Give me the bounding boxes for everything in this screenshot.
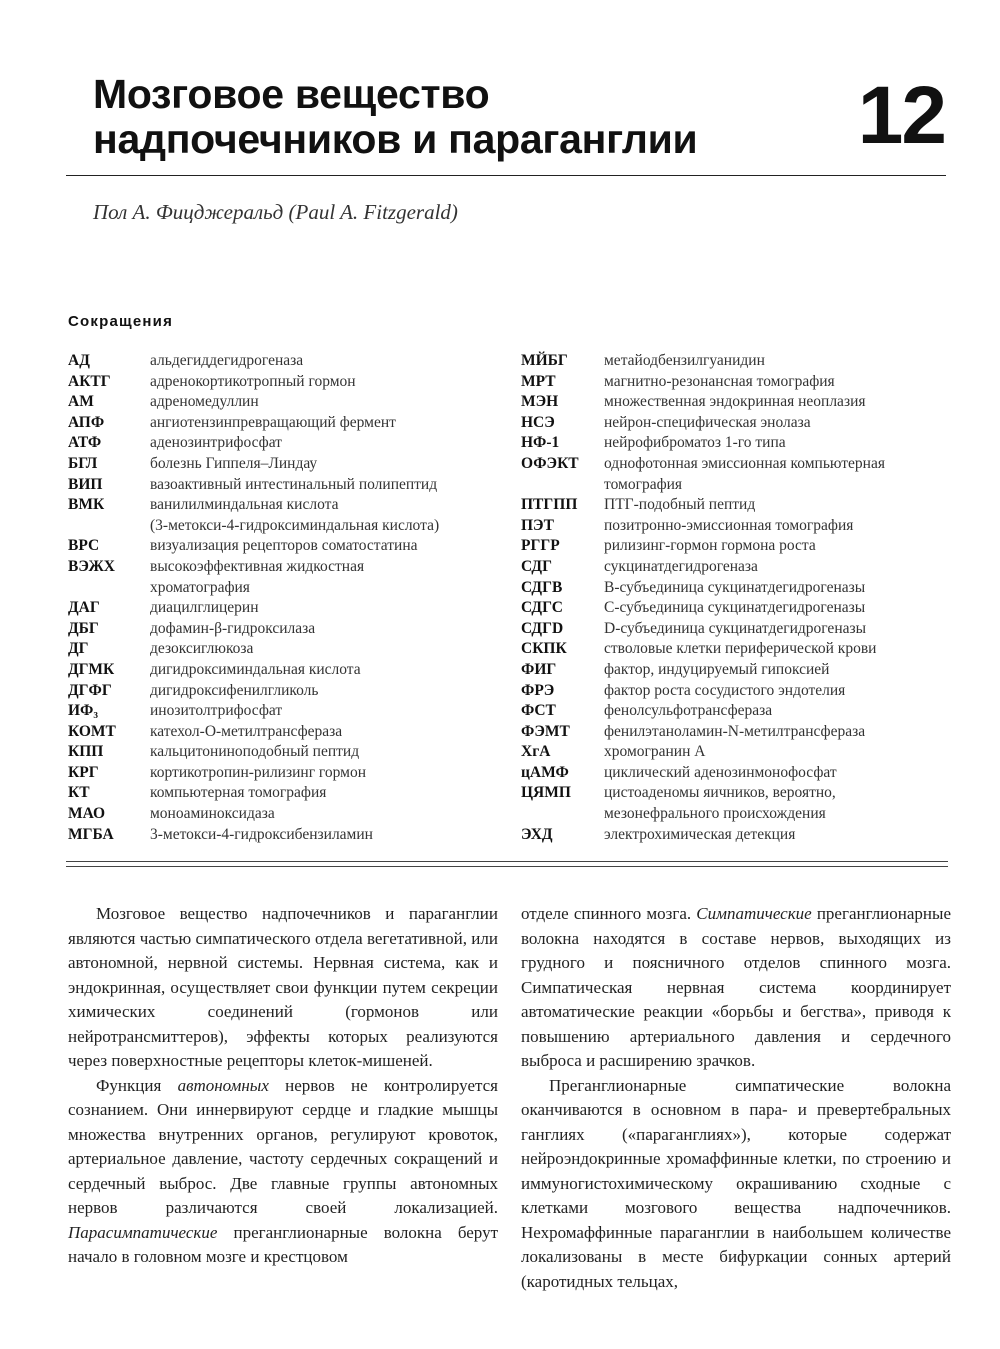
abbreviation-code: ВЭЖХ xyxy=(68,557,115,575)
abbreviation-definition: компьютерная томография xyxy=(150,784,327,802)
abbreviation-code: КРГ xyxy=(68,763,99,781)
abbreviation-definition: ангиотензинпревращающий фермент xyxy=(150,413,396,431)
abbreviation-row xyxy=(68,722,498,743)
abbreviations-right-column xyxy=(521,351,941,845)
abbreviation-definition: аденозинтрифосфат xyxy=(150,434,282,452)
abbreviation-code xyxy=(68,516,150,537)
abbreviation-row xyxy=(68,516,498,537)
abbreviation-row xyxy=(68,578,498,599)
title-divider xyxy=(66,175,946,176)
abbreviation-definition: хромогранин А xyxy=(604,743,706,761)
abbreviation-row xyxy=(521,804,941,825)
title-line-2: надпочечников и параганглии xyxy=(93,116,698,162)
abbreviation-code xyxy=(521,804,604,825)
text-run: преганглионарные волокна берут начало в головном мозге и крестцовом xyxy=(68,1222,498,1266)
abbreviation-definition: вазоактивный интестинальный полипептид xyxy=(150,475,438,493)
abbreviation-definition: фенилэтаноламин-N-метилтрансфераза xyxy=(604,722,866,740)
abbreviation-code: АТФ xyxy=(68,434,102,452)
abbreviation-row xyxy=(68,619,498,640)
abbreviation-code: СДГВ xyxy=(521,578,563,596)
abbreviation-definition: кортикотропин-рилизинг гормон xyxy=(150,763,367,781)
abbreviation-code: ДБГ xyxy=(68,619,99,637)
abbreviation-code: ХгА xyxy=(521,743,551,761)
abbreviation-definition: циклический аденозинмонофосфат xyxy=(604,763,837,781)
abbreviation-row xyxy=(68,804,498,825)
abbreviation-code: МРТ xyxy=(521,372,556,390)
abbreviation-code: МГБА xyxy=(68,825,114,843)
abbreviation-code: ЦЯМП xyxy=(521,784,571,802)
abbreviation-definition: болезнь Гиппеля–Линдау xyxy=(150,454,318,472)
body-column-1 xyxy=(68,902,498,1270)
abbreviation-row xyxy=(68,557,498,578)
paragraph: Мозговое вещество надпочечников и параганглии являются частью симпатического отдела вегетативной, или автономной, нервной системы. Нервная система, как и эндокринная, осуществляет свои функции путем секреции химических соединений (гормонов или нейротрансмиттеров), эффекты которых реализуются через поверхностные рецепторы клеток-мишеней. xyxy=(68,904,498,1070)
text-run: преганглионарные волокна находятся в составе нервов, выходящих из грудного и поясничного отделов спинного мозга. Симпатическая нервная система координирует автоматические реакции «борьбы и бегства», приводя к повышению артериального давления и сердечного выброса и расширению зрачков. xyxy=(521,904,951,1070)
abbreviation-definition: ПТГ-подобный пептид xyxy=(604,496,756,514)
abbreviation-definition: электрохимическая детекция xyxy=(604,825,796,843)
abbreviation-definition: инозитолтрифосфат xyxy=(150,702,283,720)
abbreviation-code: ЭХД xyxy=(521,825,553,843)
abbreviation-code: БГЛ xyxy=(68,454,98,472)
abbreviation-definition: томография xyxy=(604,475,683,493)
abbreviation-code: ДГ xyxy=(68,640,89,658)
abbreviation-row xyxy=(521,351,941,372)
abbreviation-row xyxy=(68,701,498,722)
abbreviation-code: РГГР xyxy=(521,537,560,555)
abbreviation-definition: катехол-О-метилтрансфераза xyxy=(150,722,343,740)
abbreviation-row xyxy=(68,433,498,454)
abbreviation-definition: адренокортикотропный гормон xyxy=(150,372,356,390)
abbreviation-row xyxy=(521,413,941,434)
abbreviation-row xyxy=(68,475,498,496)
abbreviation-definition: ванилилминдальная кислота xyxy=(150,496,339,514)
abbreviation-row xyxy=(68,454,498,475)
author-line: Пол А. Фицджеральд (Paul A. Fitzgerald) xyxy=(93,200,458,224)
abbreviation-row xyxy=(521,639,941,660)
abbreviation-code: НСЭ xyxy=(521,413,555,431)
abbreviation-definition: В-субъединица сукцинатдегидрогеназы xyxy=(604,578,866,596)
abbreviation-definition: однофотонная эмиссионная компьютерная xyxy=(604,454,885,472)
text-run: Функция xyxy=(96,1075,178,1095)
abbreviation-definition: 3-метокси-4-гидроксибензиламин xyxy=(150,825,373,843)
abbreviation-row xyxy=(521,495,941,516)
abbreviation-code: ПТГПП xyxy=(521,496,578,514)
abbreviation-row xyxy=(521,536,941,557)
abbreviation-code: ПЭТ xyxy=(521,516,554,534)
abbreviations-heading: Сокращения xyxy=(68,313,174,330)
abbreviation-code: МЙБГ xyxy=(521,352,568,369)
abbreviation-definition: высокоэффективная жидкостная xyxy=(150,557,365,575)
abbreviation-code: СДГD xyxy=(521,619,564,637)
abbreviation-row xyxy=(521,701,941,722)
abbreviation-row xyxy=(68,392,498,413)
abbreviation-code: ДАГ xyxy=(68,599,100,617)
abbreviation-definition: множественная эндокринная неоплазия xyxy=(604,393,866,411)
abbreviation-definition: нейрон-специфическая энолаза xyxy=(604,413,811,431)
abbreviation-row xyxy=(68,825,498,846)
abbreviation-row xyxy=(521,578,941,599)
section-divider-top xyxy=(66,861,948,862)
abbreviation-code: МАО xyxy=(68,805,106,823)
abbreviation-row xyxy=(521,598,941,619)
abbreviation-row xyxy=(68,413,498,434)
abbreviation-definition: визуализация рецепторов соматостатина xyxy=(150,537,418,555)
abbreviation-row xyxy=(521,392,941,413)
abbreviation-definition: дезоксиглюкоза xyxy=(150,640,254,658)
abbreviation-code: АПФ xyxy=(68,413,105,431)
page-title xyxy=(93,72,697,162)
abbreviation-definition: нейрофиброматоз 1-го типа xyxy=(604,434,786,452)
abbreviation-row xyxy=(521,475,941,496)
abbreviation-row xyxy=(521,783,941,804)
emphasis: Парасимпатические xyxy=(68,1222,218,1242)
abbreviation-row xyxy=(521,454,941,475)
abbreviation-definition: рилизинг-гормон гормона роста xyxy=(604,537,816,555)
abbreviation-row xyxy=(68,742,498,763)
abbreviation-code: АМ xyxy=(68,393,94,411)
abbreviation-row xyxy=(68,681,498,702)
abbreviation-code: КОМТ xyxy=(68,722,116,740)
abbreviation-definition: диацилглицерин xyxy=(150,599,259,617)
abbreviation-row xyxy=(521,742,941,763)
abbreviation-definition: дофамин-β-гидроксилаза xyxy=(150,619,316,637)
abbreviation-code: КТ xyxy=(68,784,90,802)
title-line-1: Мозговое вещество xyxy=(93,71,490,117)
emphasis: автономных xyxy=(177,1075,269,1095)
abbreviation-code: ФСТ xyxy=(521,702,556,720)
abbreviation-row xyxy=(68,783,498,804)
abbreviation-definition: магнитно-резонансная томография xyxy=(604,372,835,390)
abbreviation-code: ФЭМТ xyxy=(521,722,570,740)
paragraph: Преганглионарные симпатические волокна оканчиваются в основном в пара- и превертебральных ганглиях («параганглиях»), которые содержат нейроэндокринные хромаффинные клетки, по строению и иммуногистохимическому окрашиванию сходные с клетками мозгового вещества надпочечников. Нехромаффинные параганглии в наибольшем количестве локализованы в месте бифуркации сонных артерий (каротидных тельцах, xyxy=(521,1075,951,1291)
abbreviation-row xyxy=(68,763,498,784)
abbreviation-code: СКПК xyxy=(521,640,567,658)
abbreviation-row xyxy=(521,722,941,743)
abbreviation-row xyxy=(68,639,498,660)
body-column-2 xyxy=(521,902,951,1294)
abbreviation-row xyxy=(521,825,941,846)
abbreviation-definition: позитронно-эмиссионная томография xyxy=(604,516,854,534)
abbreviation-row xyxy=(521,372,941,393)
abbreviation-definition: С-субъединица сукцинатдегидрогеназы xyxy=(604,599,866,617)
abbreviation-code: ДГФГ xyxy=(68,681,112,699)
abbreviation-definition: альдегиддегидрогеназа xyxy=(150,352,304,369)
paragraph xyxy=(521,902,951,1074)
abbreviation-code: КПП xyxy=(68,743,104,761)
abbreviation-definition: фактор роста сосудистого эндотелия xyxy=(604,681,846,699)
abbreviation-code: ВМК xyxy=(68,496,105,514)
abbreviation-definition: сукцинатдегидрогеназа xyxy=(604,557,758,575)
abbreviation-definition: (3-метокси-4-гидроксиминдальная кислота) xyxy=(150,516,440,534)
abbreviation-code: ДГМК xyxy=(68,660,115,678)
abbreviation-definition: цистоаденомы яичников, вероятно, xyxy=(604,784,836,802)
abbreviation-row xyxy=(68,598,498,619)
abbreviation-row xyxy=(68,495,498,516)
abbreviation-row xyxy=(521,660,941,681)
abbreviation-code: СДГС xyxy=(521,599,563,617)
abbreviations-left-column xyxy=(68,351,498,845)
abbreviation-code: ОФЭКТ xyxy=(521,454,579,472)
abbreviation-code: АКТГ xyxy=(68,372,111,390)
abbreviation-definition: стволовые клетки периферической крови xyxy=(604,640,877,658)
section-divider-bottom xyxy=(66,866,948,867)
abbreviation-code: цАМФ xyxy=(521,763,569,781)
abbreviation-code: НФ-1 xyxy=(521,434,560,452)
abbreviation-code: ВИП xyxy=(68,475,103,493)
abbreviation-row xyxy=(521,763,941,784)
abbreviation-definition: кальцитониноподобный пептид xyxy=(150,743,360,761)
abbreviation-row xyxy=(521,433,941,454)
abbreviation-definition: D-субъединица сукцинатдегидрогеназы xyxy=(604,619,867,637)
paragraph xyxy=(68,1074,498,1270)
abbreviation-row xyxy=(521,619,941,640)
abbreviation-code: ИФ₃ xyxy=(68,702,99,720)
abbreviation-code: ФИГ xyxy=(521,660,557,678)
abbreviation-definition: фенолсульфотрансфераза xyxy=(604,702,773,720)
abbreviation-code: ВРС xyxy=(68,537,100,555)
abbreviation-definition: метайодбензилгуанидин xyxy=(604,352,765,369)
abbreviation-definition: мезонефрального происхождения xyxy=(604,805,826,823)
abbreviation-code xyxy=(521,475,604,496)
abbreviation-code xyxy=(68,578,150,599)
emphasis: Симпатические xyxy=(696,904,812,923)
abbreviation-definition: дигидроксиминдальная кислота xyxy=(150,660,361,678)
abbreviation-row xyxy=(68,351,498,372)
abbreviation-code: СДГ xyxy=(521,557,552,575)
abbreviation-definition: дигидроксифенилгликоль xyxy=(150,681,319,699)
text-run: отделе спинного мозга. xyxy=(521,904,697,923)
abbreviation-row xyxy=(68,660,498,681)
abbreviation-definition: моноаминоксидаза xyxy=(150,805,275,823)
abbreviation-row xyxy=(521,681,941,702)
abbreviation-row xyxy=(68,372,498,393)
abbreviation-row xyxy=(68,536,498,557)
abbreviation-row xyxy=(521,557,941,578)
abbreviation-code: ФРЭ xyxy=(521,681,555,699)
abbreviation-code: МЭН xyxy=(521,393,559,411)
abbreviation-row xyxy=(521,516,941,537)
abbreviation-definition: хроматография xyxy=(150,578,250,596)
abbreviation-definition: адреномедуллин xyxy=(150,393,259,411)
chapter-number: 12 xyxy=(857,70,945,161)
text-run: нервов не контролируется сознанием. Они иннервируют сердце и гладкие мышцы множества внутренних органов, регулируют кровоток, артериальное давление, частоту сердечных сокращений и сердечный выброс. Две главные группы автономных нервов различаются своей локализацией. xyxy=(68,1075,498,1217)
abbreviation-definition: фактор, индуцируемый гипоксией xyxy=(604,660,830,678)
abbreviation-code: АД xyxy=(68,352,90,369)
